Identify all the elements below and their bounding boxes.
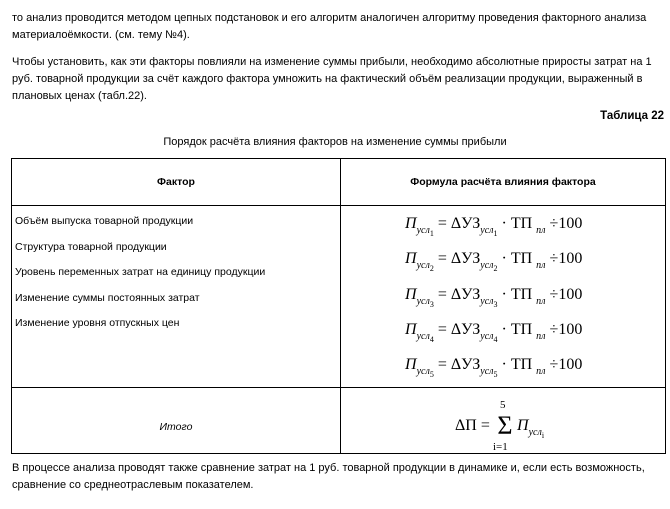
factor-row: Уровень переменных затрат на единицу продукции <box>15 266 266 278</box>
column-divider <box>340 159 341 453</box>
formula-row: $П_{усл_2} = \Delta УЗ_{усл_2}$ · ТП $_{пл}$ ÷100 <box>405 250 583 273</box>
factor-column-header: Фактор <box>157 176 195 188</box>
intro-paragraph: то анализ проводится методом цепных подстановок и его алгоритм аналогичен алгоритму проведения факторного анализа материалоёмкости. (см. тему №4). <box>12 12 647 41</box>
total-divider <box>12 387 665 388</box>
table-caption: Порядок расчёта влияния факторов на изменение суммы прибыли <box>163 136 507 148</box>
formula-row: $П_{усл_3} = \Delta УЗ_{усл_3}$ · ТП $_{пл}$ ÷100 <box>405 286 583 309</box>
formula-row: $П_{усл_1} = \Delta УЗ_{усл_1}$ · ТП $_{пл}$ ÷100 <box>405 215 583 238</box>
formula-row: $П_{усл_5} = \Delta УЗ_{усл_5}$ · ТП $_{пл}$ ÷100 <box>405 356 583 379</box>
method-paragraph: Чтобы установить, как эти факторы повлияли на изменение суммы прибыли, необходимо абсолютные приросты затрат на 1 руб. товарной продукции за счёт каждого фактора умножить на фактический объём реализации продукции, выраженный в плановых ценах (табл.22). <box>12 56 652 102</box>
formula-column-header: Формула расчёта влияния фактора <box>410 176 596 188</box>
factor-table: Фактор Формула расчёта влияния фактора Объём выпуска товарной продукции Структура товарной продукции Уровень переменных затрат на единицу продукции Изменение суммы постоянных затрат Изменение уровня отпускных цен $П_{усл_1} = \Delta УЗ_{усл_1}$ · ТП $_{пл}$ ÷100 $П_{усл_2} = \Delta УЗ_{усл_2}$ · ТП $_{пл}$ ÷100 $П_{усл_3} = \Delta УЗ_{усл_3}$ · ТП $_{пл}$ ÷100 $П_{усл_4} = \Delta УЗ_{усл_4}$ · ТП $_{пл}$ ÷100 $П_{усл_5} = \Delta УЗ_{усл_5}$ · ТП $_{пл}$ ÷100 Итого 5 Σ i=1 ΔП = $П_{усл_i}$ <box>11 158 666 454</box>
factor-row: Структура товарной продукции <box>15 241 167 253</box>
outro-paragraph: В процессе анализа проводят также сравнение затрат на 1 руб. товарной продукции в динамике и, если есть возможность, сравнение со среднеотраслевым показателем. <box>12 462 645 491</box>
table-number: Таблица 22 <box>600 110 664 122</box>
factor-row: Объём выпуска товарной продукции <box>15 215 194 227</box>
factor-row: Изменение суммы постоянных затрат <box>15 292 200 304</box>
total-label: Итого <box>159 421 193 433</box>
factor-row: Изменение уровня отпускных цен <box>15 317 180 329</box>
formula-row: $П_{усл_4} = \Delta УЗ_{усл_4}$ · ТП $_{пл}$ ÷100 <box>405 321 583 344</box>
header-divider <box>12 205 665 206</box>
